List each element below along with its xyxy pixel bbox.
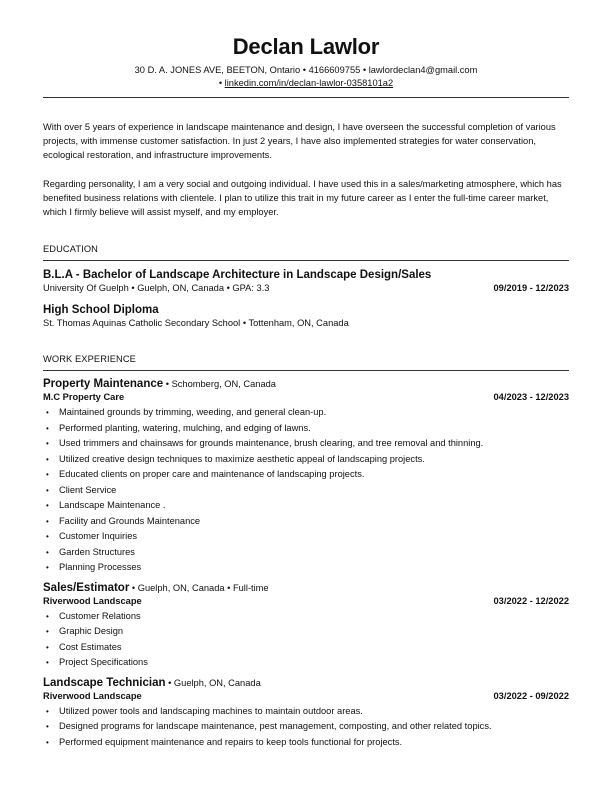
job-bullet: • Customer Inquiries [43,529,569,545]
job-bullet: • Performed equipment maintenance and repairs to keep tools functional for projects. [43,735,569,751]
contact-line-linkedin [43,77,569,90]
job-bullet: • Utilized power tools and landscaping machines to maintain outdoor areas. [43,704,569,720]
job-bullet: • Utilized creative design techniques to maximize aesthetic appeal of landscaping projects. [43,452,569,468]
job-role: Sales/Estimator [43,581,130,594]
job-entry [43,377,569,576]
linkedin-link[interactable]: linkedin.com/in/declan-lawlor-0358101a2 [224,78,394,88]
section-divider [43,260,569,261]
job-bullets [43,704,569,751]
job-title-line [43,377,569,391]
job-role: Property Maintenance [43,378,164,390]
section-divider [43,370,569,371]
job-bullet: • Landscape Maintenance . [43,498,569,514]
job-bullet: • Graphic Design [43,624,569,640]
degree-title: B.L.A - Bachelor of Landscape Architecture in Landscape Design/Sales [43,269,432,281]
education-item [43,268,569,294]
candidate-name: Declan Lawlor [232,34,380,59]
job-company: M.C Property Care [43,392,125,402]
bullet-separator: • [218,78,225,88]
job-location: • Schomberg, ON, Canada [163,379,276,389]
job-bullet: • Facility and Grounds Maintenance [43,514,569,530]
summary-section [43,120,569,219]
education-details: University Of Guelph • Guelph, ON, Canada • GPA: 3.3 [43,283,270,293]
contact-info [43,64,569,90]
degree-title: High School Diploma [43,304,159,316]
job-title-line [43,676,569,690]
job-bullet: • Customer Relations [43,609,569,625]
job-company: Riverwood Landscape [43,595,142,606]
job-location: • Guelph, ON, Canada • Full-time [129,582,269,593]
summary-paragraph: Regarding personality, I am a very social and outgoing individual. I have used this in a sales/marketing atmosphere, which has benefited business relations with clientele. I plan to utilize this trait in my future career as I enter the full-time career market, which I firmly believe will assist myself, and my employer. [43,179,562,217]
education-item [43,303,569,329]
summary-paragraph: With over 5 years of experience in landscape maintenance and design, I have overseen the successful completion of various projects, with immense customer satisfaction. In just 2 years, I have also implemented strategies for water conservation, ecological restoration, and infrastructure improvements. [43,122,556,160]
education-details: St. Thomas Aquinas Catholic Secondary School • Tottenham, ON, Canada [43,318,349,328]
job-dates: 04/2023 - 12/2023 [493,392,569,402]
job-bullet: • Educated clients on proper care and maintenance of landscaping projects. [43,467,569,483]
job-bullets [43,609,569,671]
job-bullets [43,405,569,576]
section-title: WORK EXPERIENCE [43,354,136,364]
header-divider [43,97,569,98]
job-entry [43,581,569,671]
work-section [43,353,569,750]
job-bullet: • Garden Structures [43,545,569,561]
job-title-line [43,581,569,595]
job-bullet: • Used trimmers and chainsaws for grounds maintenance, brush clearing, and tree removal and thinning. [43,436,569,452]
job-dates: 03/2022 - 09/2022 [493,690,569,701]
education-dates: 09/2019 - 12/2023 [493,283,569,293]
resume-page [43,0,569,750]
job-bullet: • Cost Estimates [43,640,569,656]
job-role: Landscape Technician [43,676,166,689]
job-company: Riverwood Landscape [43,690,142,701]
job-bullet: • Planning Processes [43,560,569,576]
job-bullet: • Designed programs for landscape maintenance, pest management, composting, and other related topics. [43,719,569,735]
contact-line: 30 D. A. JONES AVE, BEETON, Ontario • 4166609755 • lawlordeclan4@gmail.com [134,65,478,75]
education-section [43,243,569,329]
job-bullet: • Project Specifications [43,655,569,671]
job-bullet: • Performed planting, watering, mulching, and edging of lawns. [43,421,569,437]
job-entry [43,676,569,751]
job-dates: 03/2022 - 12/2022 [493,595,569,606]
section-title: EDUCATION [43,244,98,254]
job-bullet: • Maintained grounds by trimming, weeding, and general clean-up. [43,405,569,421]
job-bullet: • Client Service [43,483,569,499]
job-location: • Guelph, ON, Canada [165,677,261,688]
